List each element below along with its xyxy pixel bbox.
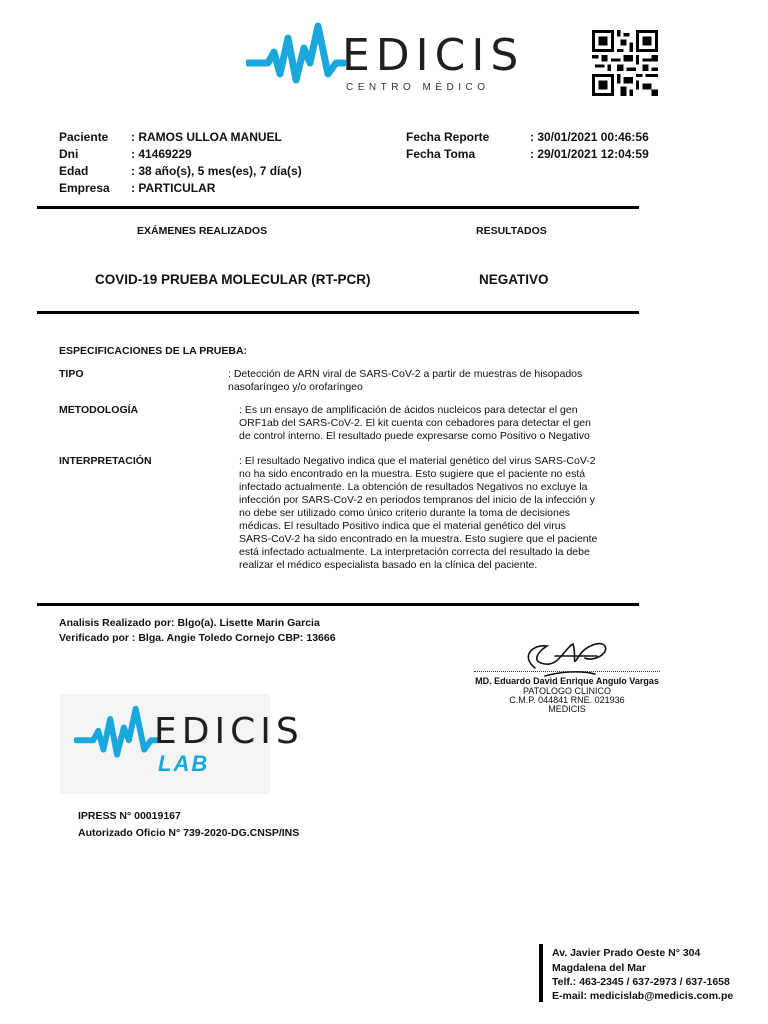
contact-phone: Telf.: 463-2345 / 637-2973 / 637-1658 bbox=[552, 976, 730, 988]
signature-dotted-line bbox=[474, 671, 660, 672]
signer-name: MD. Eduardo David Enrique Angulo Vargas bbox=[475, 676, 659, 686]
company-label: Empresa bbox=[59, 181, 110, 195]
patient-value: : RAMOS ULLOA MANUEL bbox=[131, 130, 282, 144]
contact-bar bbox=[539, 944, 543, 1002]
sample-date-value: : 29/01/2021 12:04:59 bbox=[530, 147, 649, 161]
divider-middle bbox=[37, 311, 639, 314]
age-value: : 38 año(s), 5 mes(es), 7 día(s) bbox=[131, 164, 302, 178]
signer-registration: C.M.P. 044841 RNE. 021936 bbox=[509, 695, 625, 705]
spec-type-text: : Detección de ARN viral de SARS-CoV-2 a partir de muestras de hisopados nasofaríngeo y/o orofaríngeo bbox=[228, 368, 583, 393]
report-date-value: : 30/01/2021 00:46:56 bbox=[530, 130, 649, 144]
dni-value: : 41469229 bbox=[131, 147, 192, 161]
exams-column-header: EXÁMENES REALIZADOS bbox=[137, 225, 268, 237]
analysis-verified-by: Verificado por : Blga. Angie Toledo Cornejo CBP: 13666 bbox=[59, 632, 336, 644]
handwritten-signature bbox=[515, 636, 615, 680]
specs-title: ESPECIFICACIONES DE LA PRUEBA: bbox=[59, 345, 248, 357]
contact-email: E-mail: medicislab@medicis.com.pe bbox=[552, 990, 734, 1002]
signer-organization: MEDICIS bbox=[548, 704, 586, 714]
spec-method-text: : Es un ensayo de amplificación de ácidos nucleicos para detectar el gen ORF1ab del SARS-CoV-2. El kit cuenta con cebadores para detectar el gen de control interno. El resultado puede expresarse como Positivo o Negativo bbox=[239, 404, 591, 442]
qr-code-icon bbox=[592, 30, 658, 96]
divider-bottom bbox=[37, 603, 639, 606]
ecg-m-logo-icon bbox=[246, 18, 346, 98]
company-value: : PARTICULAR bbox=[131, 181, 216, 195]
spec-method-label: METODOLOGÍA bbox=[59, 404, 139, 416]
spec-interpretation-label: INTERPRETACIÓN bbox=[59, 455, 152, 467]
medicis-logo bbox=[246, 18, 525, 98]
lab-brand-word: EDICIS bbox=[154, 711, 304, 752]
ipress-number: IPRESS N° 00019167 bbox=[78, 810, 181, 822]
signer-title: PATOLOGO CLINICO bbox=[522, 686, 612, 696]
spec-interpretation-text: : El resultado Negativo indica que el material genético del virus SARS-CoV-2 no ha sido encontrado en la muestra. Esto sugiere que el paciente no está infectado actualmente. La obtención de resultados Negativos no excluye la infección por SARS-CoV-2 en periodos tempranos del inicio de la infección y no debe ser utilizado como único criterio durante la toma de decisiones médicas. El resultado Positivo indica que el material genético del virus SARS-CoV-2 ha sido encontrado en la muestra. Esto sugiere que el paciente está infectado actualmente. La interpretación correcta del resultado la debe realizar el médico especialista basado en la clínica del paciente. bbox=[239, 455, 598, 571]
dni-label: Dni bbox=[59, 147, 79, 161]
brand-subtitle: CENTRO MÉDICO bbox=[346, 82, 490, 93]
exam-result: NEGATIVO bbox=[479, 272, 549, 287]
lab-brand-subtitle: LAB bbox=[158, 751, 210, 776]
sample-date-label: Fecha Toma bbox=[406, 147, 476, 161]
spec-type-label: TIPO bbox=[59, 368, 84, 380]
results-column-header: RESULTADOS bbox=[476, 225, 547, 237]
authorization-number: Autorizado Oficio N° 739-2020-DG.CNSP/INS bbox=[78, 827, 300, 839]
divider-top bbox=[37, 206, 639, 209]
ecg-m-logo-icon bbox=[74, 702, 160, 770]
brand-word: EDICIS bbox=[342, 30, 525, 81]
contact-district: Magdalena del Mar bbox=[552, 962, 646, 974]
age-label: Edad bbox=[59, 164, 89, 178]
medicis-lab-logo bbox=[60, 694, 304, 794]
contact-address: Av. Javier Prado Oeste N° 304 bbox=[552, 947, 701, 959]
analysis-performed-by: Analisis Realizado por: Blgo(a). Lisette Marin Garcia bbox=[59, 617, 320, 629]
patient-label: Paciente bbox=[59, 130, 109, 144]
exam-name: COVID-19 PRUEBA MOLECULAR (RT-PCR) bbox=[95, 272, 371, 287]
report-date-label: Fecha Reporte bbox=[406, 130, 490, 144]
